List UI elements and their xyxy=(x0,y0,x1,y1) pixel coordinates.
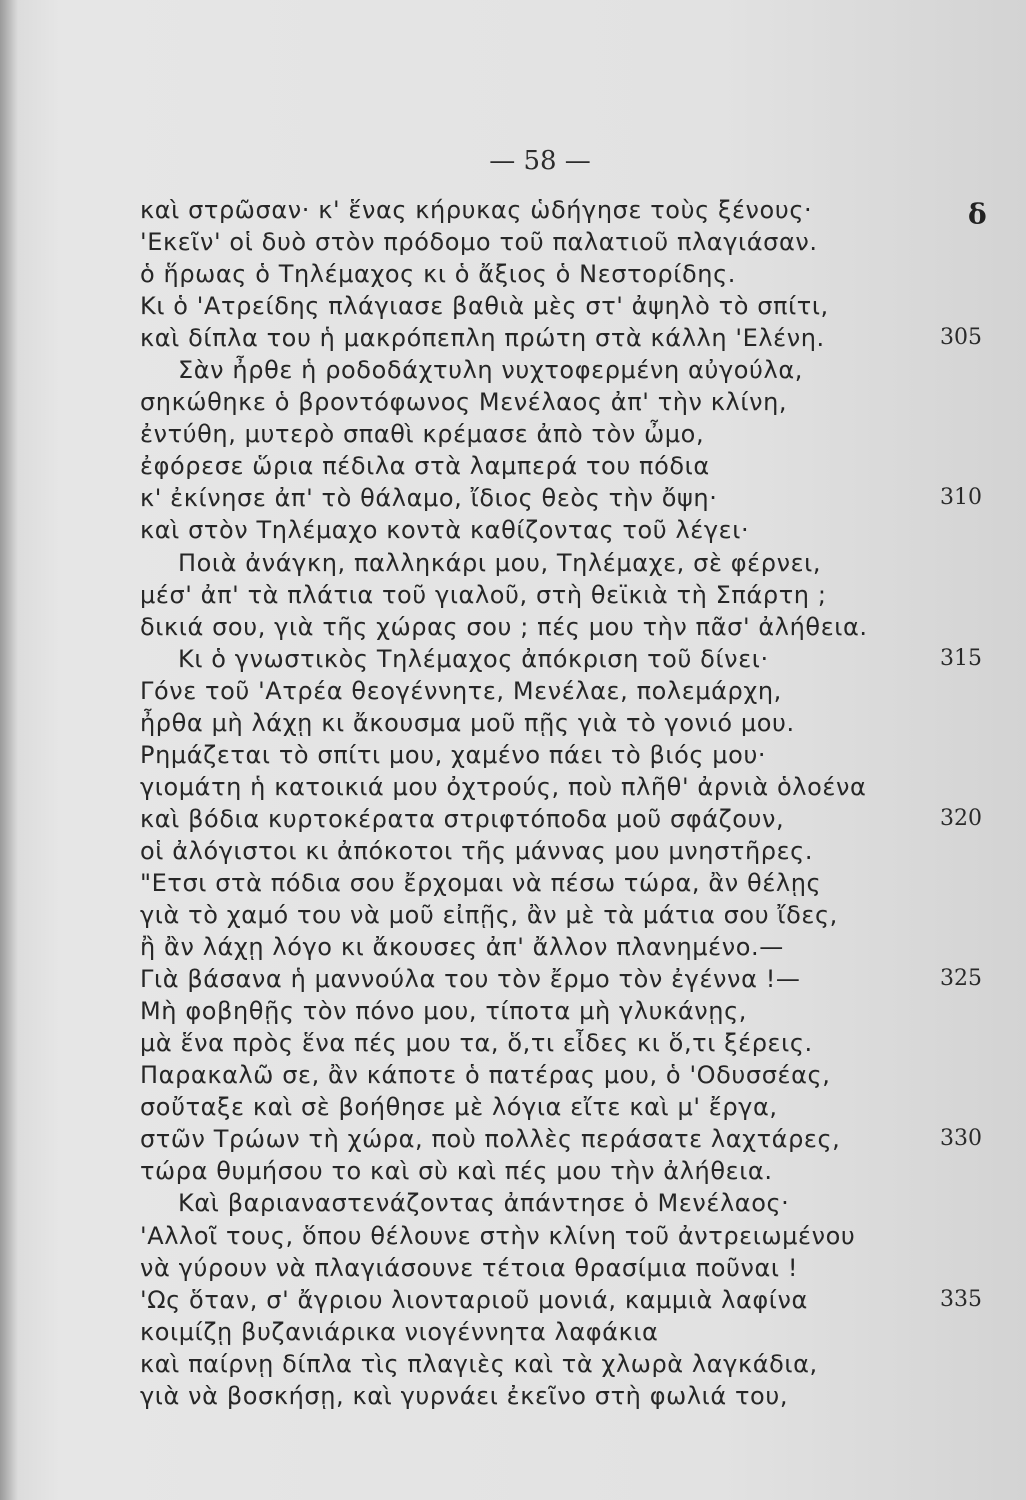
verse-text: καὶ στρῶσαν· κ' ἕνας κήρυκας ὡδήγησε τοὺς ξένους· xyxy=(140,196,813,224)
verse-line xyxy=(140,450,1000,482)
line-number: 320 xyxy=(940,805,982,831)
verse-text: 'Εκεῖν' οἱ δυὸ στὸν πρόδομο τοῦ παλατιοῦ πλαγιάσαν. xyxy=(140,228,818,257)
verse-line xyxy=(140,226,1000,258)
verse-line xyxy=(140,675,1000,707)
verse-line xyxy=(140,739,1000,771)
verse-line xyxy=(140,1284,1000,1316)
verse-line xyxy=(140,1187,1000,1219)
signature-mark: δ xyxy=(968,198,987,231)
verse-text: Γιὰ βάσανα ἡ μαννούλα του τὸν ἔρμο τὸν ἐγέννα !— xyxy=(140,965,801,994)
verse-line xyxy=(140,386,1000,418)
verse-text: καὶ βόδια κυρτοκέρατα στριφτόποδα μοῦ σφάζουν, xyxy=(140,804,785,833)
verse-text: Ρημάζεται τὸ σπίτι μου, χαμένο πάει τὸ βιός μου· xyxy=(140,740,767,769)
verse-line xyxy=(140,1348,1000,1380)
verse-line xyxy=(140,418,1000,450)
line-number: 330 xyxy=(940,1126,982,1152)
verse-text: μέσ' ἀπ' τὰ πλάτια τοῦ γιαλοῦ, στὴ θεϊκιὰ τὴ Σπάρτη ; xyxy=(140,580,827,609)
verse-text: Ποιὰ ἀνάγκη, παλληκάρι μου, Τηλέμαχε, σὲ φέρνει, xyxy=(178,548,822,577)
verse-line xyxy=(140,290,1000,322)
verse-text: τώρα θυμήσου το καὶ σὺ καὶ πές μου τὴν ἀλήθεια. xyxy=(140,1157,773,1186)
verse-line xyxy=(140,931,1000,963)
verse-text: νὰ γύρουν νὰ πλαγιάσουνε τέτοια θρασίμια ποῦναι ! xyxy=(140,1253,799,1282)
verse-line xyxy=(140,1059,1000,1091)
verse-line xyxy=(140,354,1000,386)
verse-text: καὶ παίρνῃ δίπλα τὶς πλαγιὲς καὶ τὰ χλωρὰ λαγκάδια, xyxy=(140,1349,818,1378)
verse-line xyxy=(140,579,1000,611)
verse-text: 'Αλλοῖ τους, ὅπου θέλουνε στὴν κλίνη τοῦ ἀντρειωμένου xyxy=(140,1221,856,1250)
verse-text: ἐντύθη, μυτερὸ σπαθὶ κρέμασε ἀπὸ τὸν ὦμο, xyxy=(140,420,705,449)
verse-text: γιομάτη ἡ κατοικιά μου ὀχτρούς, ποὺ πλῆθ' ἀρνιὰ ὁλοένα xyxy=(140,772,867,801)
verse-text: Μὴ φοβηθῇς τὸν πόνο μου, τίποτα μὴ γλυκάνῃς, xyxy=(140,997,748,1026)
verse-text: μὰ ἕνα πρὸς ἕνα πές μου τα, ὅ,τι εἶδες κι ὅ,τι ξέρεις. xyxy=(140,1029,813,1058)
verse-text: καὶ δίπλα του ἡ μακρόπεπλη πρώτη στὰ κάλλη 'Ελένη. xyxy=(140,324,825,353)
verse-line xyxy=(140,995,1000,1027)
verse-text: 'Ως ὅταν, σ' ἄγριου λιονταριοῦ μονιά, καμμιὰ λαφίνα xyxy=(140,1285,808,1314)
verse-line xyxy=(140,835,1000,867)
line-number: 310 xyxy=(940,485,982,511)
verse-text: κοιμίζῃ βυζανιάρικα νιογέννητα λαφάκια xyxy=(140,1317,659,1346)
verse-text: ἢ ἂν λάχῃ λόγο κι ἄκουσες ἀπ' ἄλλον πλανημένο.— xyxy=(140,933,784,962)
verse-text: σοὔταξε καὶ σὲ βοήθησε μὲ λόγια εἴτε καὶ μ' ἔργα, xyxy=(140,1093,778,1122)
verse-text: οἱ ἀλόγιστοι κι ἀπόκοτοι τῆς μάννας μου μνηστῆρες. xyxy=(140,836,814,865)
verse-line xyxy=(140,1380,1000,1412)
verse-text: ἦρθα μὴ λάχῃ κι ἄκουσμα μοῦ πῇς γιὰ τὸ γονιό μου. xyxy=(140,708,795,737)
line-number: 305 xyxy=(940,325,982,351)
verse-text: ὁ ἥρωας ὁ Τηλέμαχος κι ὁ ἄξιος ὁ Νεστορίδης. xyxy=(140,260,736,289)
verse-text: Καὶ βαριαναστενάζοντας ἀπάντησε ὁ Μενέλαος· xyxy=(178,1189,790,1218)
verse-line xyxy=(140,482,1000,514)
verse-text: "Ετσι στὰ πόδια σου ἔρχομαι νὰ πέσω τώρα, ἂν θέλῃς xyxy=(140,868,822,897)
verse-line xyxy=(140,1220,1000,1252)
verse-line xyxy=(140,867,1000,899)
line-number: 335 xyxy=(940,1286,982,1312)
verse-line xyxy=(140,1155,1000,1187)
verse-text: Κι ὁ 'Ατρείδης πλάγιασε βαθιὰ μὲς στ' ἀψηλὸ τὸ σπίτι, xyxy=(140,292,829,321)
verse-line xyxy=(140,963,1000,995)
verse-text: Σὰν ἦρθε ἡ ροδοδάχτυλη νυχτοφερμένη αὐγούλα, xyxy=(178,356,803,385)
poem-text xyxy=(140,194,1000,1412)
verse-line xyxy=(140,771,1000,803)
line-number: 325 xyxy=(940,966,982,992)
verse-line xyxy=(140,899,1000,931)
verse-text: κ' ἐκίνησε ἀπ' τὸ θάλαμο, ἴδιος θεὸς τὴν ὄψη· xyxy=(140,484,718,513)
verse-line xyxy=(140,322,1000,354)
verse-line xyxy=(140,1027,1000,1059)
verse-text: σηκώθηκε ὁ βροντόφωνος Μενέλαος ἀπ' τὴν κλίνη, xyxy=(140,388,788,417)
verse-line xyxy=(140,611,1000,643)
verse-text: Παρακαλῶ σε, ἂν κάποτε ὁ πατέρας μου, ὁ 'Οδυσσέας, xyxy=(140,1061,831,1090)
verse-line xyxy=(140,707,1000,739)
verse-text: Κι ὁ γνωστικὸς Τηλέμαχος ἀπόκριση τοῦ δίνει· xyxy=(178,644,769,673)
verse-text: γιὰ νὰ βοσκήσῃ, καὶ γυρνάει ἐκεῖνο στὴ φωλιά του, xyxy=(140,1381,789,1410)
line-number: 315 xyxy=(940,645,982,671)
verse-text: γιὰ τὸ χαμό του νὰ μοῦ εἰπῇς, ἂν μὲ τὰ μάτια σου ἴδες, xyxy=(140,901,838,930)
verse-line xyxy=(140,1316,1000,1348)
verse-text: στῶν Τρώων τὴ χώρα, ποὺ πολλὲς περάσατε λαχτάρες, xyxy=(140,1125,841,1154)
verse-text: δικιά σου, γιὰ τῆς χώρας σου ; πές μου τὴν πᾶσ' ἀλήθεια. xyxy=(140,612,868,641)
verse-text: ἐφόρεσε ὥρια πέδιλα στὰ λαμπερά του πόδια xyxy=(140,452,710,481)
verse-line xyxy=(140,514,1000,546)
verse-text: Γόνε τοῦ 'Ατρέα θεογέννητε, Μενέλαε, πολεμάρχη, xyxy=(140,676,782,705)
verse-text: καὶ στὸν Τηλέμαχο κοντὰ καθίζοντας τοῦ λέγει· xyxy=(140,516,750,545)
verse-line xyxy=(140,547,1000,579)
verse-line xyxy=(140,194,1000,226)
verse-line xyxy=(140,803,1000,835)
verse-line xyxy=(140,1091,1000,1123)
verse-line xyxy=(140,1123,1000,1155)
verse-line xyxy=(140,258,1000,290)
verse-line xyxy=(140,1252,1000,1284)
verse-line xyxy=(140,643,1000,675)
page-number: — 58 — xyxy=(489,146,591,176)
